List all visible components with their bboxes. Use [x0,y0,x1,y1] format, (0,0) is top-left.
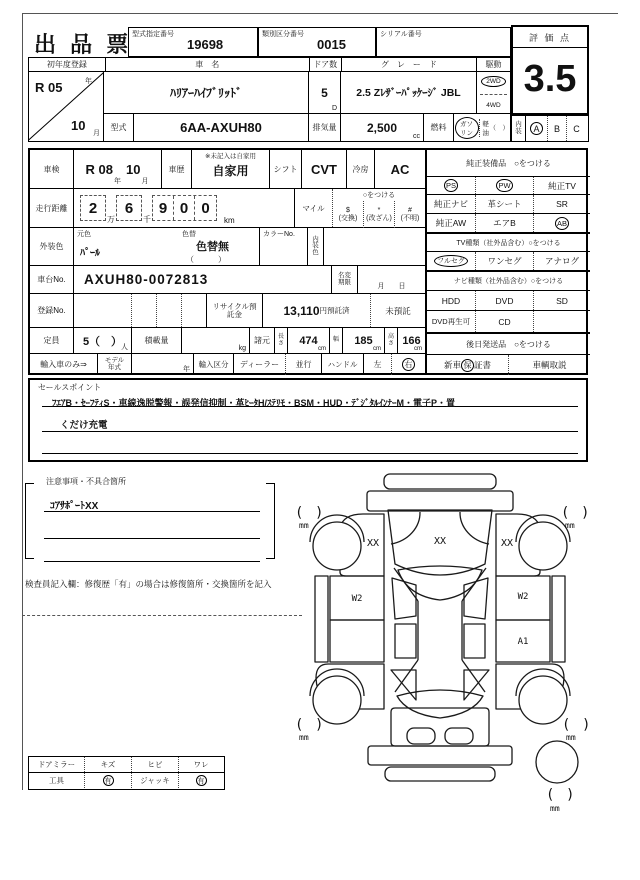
warranty-post: 証書 [474,360,492,370]
tv-type-header: TV種類（社外品含む）○をつける [427,232,590,251]
sales-points-box [28,378,588,462]
model-code-value: 6AA-AXUH80 [180,120,262,135]
recolor-label: 色替 [182,231,196,238]
fuel-diesel: 軽油 [479,119,489,137]
mileage-man-unit: 万 [107,215,115,224]
odo-flag-exchange: (交換) [338,214,358,222]
rocker-left [315,576,328,662]
chassis-value: AXUH80-0072813 [84,272,209,287]
notes-underline-1 [44,511,260,512]
first-reg-year: R 05 [35,80,63,95]
car-name-label: 車 名 [195,60,220,69]
displacement-value: 2,500 [366,120,398,135]
interior-grade-c: C [573,123,580,134]
front-bumper-top [384,474,496,489]
odo-flag-tampered-sym: * [377,206,381,214]
notes-underline-2 [44,538,260,539]
tread-bracket-front-right [561,505,589,530]
notes-label: 注意事項・不具合箇所 [46,477,126,486]
mileage-sen-unit: 千 [143,215,151,224]
shaken-year-unit: 年 [114,178,121,185]
displacement-unit: cc [413,133,420,140]
model-label: 型式 [110,123,127,132]
first-reg-month: 10 [71,118,86,133]
equip-airbag: エアB [493,218,516,228]
cool-value: AC [390,161,410,177]
front-window-right [464,578,488,619]
doors-value: 5 [321,85,328,100]
ext-color-label: 外装色 [39,242,64,251]
navi-dvd: DVD [495,295,514,306]
rear-door-left [330,620,384,662]
tailgate [391,708,489,746]
sales-line-1-text: ﾌｴｱB・ｾｰﾌﾃｨS・車線逸脱警報・誤発信抑制・革ﾋｰﾀH/ｽﾃﾘﾓ・BSM・HUD・ﾃﾞｼﾞﾀﾙｲﾝﾅｰM・電子P・置 [52,398,456,408]
detail-left [30,150,425,373]
mileage-label: 走行距離 [35,203,68,213]
shift-value: CVT [311,161,337,177]
damage-a1-right-rear-door: A1 [517,637,529,647]
odo-flag-unknown-sym: # [408,206,412,214]
orig-color-label: 元色 [77,231,91,238]
rear-wheel-right [519,676,567,724]
doors-unit: D [331,105,337,112]
cool-label: 冷房 [352,164,369,174]
page-title: 出 品 票 [34,32,133,57]
history-note: ※未記入は自家用 [205,153,256,160]
int-color-label: 内装色 [312,235,319,256]
spare-tread-bracket [546,787,574,813]
legend-jack-label: ジャッキ [140,776,170,785]
notes-bracket-right [266,483,275,559]
tv-oneseg: ワンセグ [487,256,522,266]
mileage-unit: km [224,216,235,225]
equip-navi: 純正ナビ [433,199,468,209]
tailgate-detail-left [407,728,435,744]
paren-open: ( [295,505,304,521]
interior-grade-a-selected: A [530,122,543,135]
equip-ab-selected: AB [556,218,567,228]
odometer-mark-note: ○をつける [362,192,396,199]
fuel-other-paren: （ ） [489,125,509,132]
load-unit: kg [238,345,246,352]
navi-empty-cell [534,311,590,332]
rocker-right [552,576,565,662]
odo-flag-tampered: (改ざん) [366,214,392,222]
width-label: 幅 [332,337,339,344]
equip-pw-selected: PW [498,181,511,190]
warranty-pre: 新車 [443,360,461,370]
namechange-label: 名変期限 [338,271,351,286]
shaken-year: R 08 [85,161,113,177]
mileage-digit-man: 2 [80,195,106,221]
paren-open: ( [295,717,304,733]
quarter-window-left [391,670,416,700]
model-year-unit: 年 [183,366,190,373]
mm-label: mm [299,521,309,530]
navi-dvd-play: DVD再生可 [431,317,471,326]
equip-ps-selected: PS [445,181,456,190]
score-value: 3.5 [523,58,577,100]
recycle-suffix: 円預託済 [319,306,350,315]
detail-table [28,148,588,375]
type-designation-value: 19698 [187,37,224,52]
mm-label: mm [566,733,576,742]
type-designation-box [128,27,258,57]
legend-tools-label: 工具 [49,776,64,785]
navi-sd: SD [556,295,568,306]
load-label: 積載量 [144,336,169,345]
sales-line-2 [42,407,578,432]
mm-label: mm [565,521,575,530]
paren-open: ( [562,717,571,733]
reg-no-sub1 [132,294,157,327]
navi-hdd: HDD [441,295,461,306]
notes-underline-3 [44,561,260,562]
load-value-empty [182,328,250,353]
damage-w2-right-door: W2 [517,592,529,602]
reg-no-sub2 [157,294,182,327]
mileage-digit-5: 0 [201,199,210,217]
rear-glass [397,690,483,718]
spare-measure-circle [536,741,578,783]
tv-analog: アナログ [544,256,579,266]
sales-line-1 [42,393,578,407]
damage-xx-hood: XX [433,536,447,547]
mm-label: mm [550,804,560,813]
equipment-panel [425,150,590,373]
fuel-label: 燃料 [430,123,447,132]
shaken-month-unit: 月 [141,178,149,185]
recycle-not-deposited: 未預託 [385,305,411,316]
rear-window-left [395,624,416,658]
interior-grade-row [511,115,589,142]
int-color-value-empty [324,228,425,265]
mileage-digit-3: 9 [153,196,174,220]
import-type-label: 輸入区分 [198,360,229,369]
legend-door-mirror: ドアミラー [37,760,76,769]
mileage-digit-4: 0 [174,196,195,220]
interior-grade-b: B [553,123,560,134]
capacity-label: 定員 [43,336,60,345]
grade-label: グ レ ー ド [380,60,437,69]
reg-no-value-empty [74,294,132,327]
shaken-month: 10 [126,161,141,177]
equip-leather: 革シート [487,199,522,209]
dims-label: 諸元 [254,336,270,345]
orig-color-value: ﾊﾟｰﾙ [80,248,100,259]
first-reg-cell [29,72,104,141]
width-unit: cm [373,346,381,352]
legend-scratch: キズ [100,760,116,769]
equip-tv: 純正TV [548,180,576,191]
class-code-box [258,27,376,57]
equip-sr: SR [556,199,568,209]
notes-bracket-left [25,483,34,559]
navi-cd: CD [498,316,511,327]
displacement-label: 排気量 [312,123,337,132]
recolor-paren: （ ） [186,255,226,264]
handle-right-selected: 右 [402,358,415,371]
tread-bracket-rear-right [562,717,590,742]
page-top-rule [22,13,618,14]
front-bumper [367,491,513,511]
notes-line1-text: ｺｱｻﾎﾟｰﾄXX [50,501,99,512]
damage-xx-left-fender: XX [366,538,380,549]
damage-w2-left-door: W2 [351,594,363,604]
vehicle-manual: 車輌取説 [532,360,567,370]
sales-line-2-text: くだけ充電 [60,420,108,431]
length-label: 長さ [277,334,284,347]
recolor-value: 色替無 [196,241,229,253]
mileage-digits-100 [152,195,217,221]
tailgate-detail-right [445,728,473,744]
section-dashed-rule [22,615,302,616]
rear-window-right [464,624,485,658]
paren-open: ( [546,787,555,803]
import-parallel: 並行 [295,360,312,369]
shift-label: シフト [273,164,298,174]
first-reg-year-unit: 年 [85,78,92,85]
first-reg-month-unit: 月 [93,130,100,137]
odo-flag-unknown: (不明) [400,214,420,222]
score-label: 評 価 点 [513,27,587,48]
chassis-label: 車台No. [37,275,66,284]
length-unit: cm [318,346,326,352]
drive-2wd-selected: 2WD [481,76,505,87]
car-damage-diagram [285,468,595,833]
model-year-label: モデル年式 [104,356,125,371]
score-box [511,25,589,115]
legend-break: ワレ [193,760,209,769]
rear-bumper [368,746,512,765]
page-left-rule [22,13,23,790]
handle-label: ハンドル [327,360,358,369]
type-designation-label: 型式指定番号 [132,31,174,38]
serial-label: シリアル番号 [380,31,422,38]
equipment-header: 純正装備品 ○をつける [466,158,551,168]
headlight-right [460,512,489,544]
vehicle-table [28,57,511,142]
reg-no-sub3 [182,294,207,327]
import-only-label: 輸入車のみ⇒ [40,360,87,369]
car-name-value: ﾊﾘｱｰﾊｲﾌﾞﾘｯﾄﾞ [169,86,242,100]
mm-label: mm [299,733,309,742]
namechange-units: 月 日 [377,283,406,290]
c-pillar-right [462,660,485,692]
equip-aw: 純正AW [435,218,467,228]
grade-value: 2.5 Zﾚｻﾞｰﾊﾟｯｹｰｼﾞ JBL [356,87,461,99]
drive-4wd: 4WD [486,102,501,110]
shaken-label: 車検 [43,164,60,174]
tv-fullseg-selected: フルセグ [434,255,468,267]
length-value: 474 [299,334,318,347]
quarter-window-right [464,670,489,700]
warranty-mark-selected: 保 [461,359,474,372]
mileage-digit-sen: 6 [116,195,142,221]
c-pillar-left [395,660,418,692]
color-no-label: カラーNo. [263,231,295,238]
paren-close: ) [315,717,324,733]
paren-close: ) [315,505,324,521]
handle-left: 左 [373,360,382,369]
class-code-value: 0015 [317,37,346,52]
reg-no-label: 登録No. [37,306,66,315]
front-window-left [392,578,416,619]
headlight-left [391,512,420,544]
doors-label: ドア数 [313,60,338,69]
drive-label: 駆動 [485,60,502,69]
tread-bracket-rear-left [295,717,323,742]
odo-flag-exchange-sym: $ [346,206,350,214]
front-wheel-left [313,522,361,570]
sales-points-label: セールスポイント [38,383,102,392]
interior-grade-label: 内装 [515,120,522,135]
paren-open: ( [561,505,570,521]
height-label: 高さ [387,334,394,347]
rear-bumper-lip [385,767,495,781]
inspector-note: 検査員記入欄：修復歴「有」の場合は修復箇所・交換箇所を記入 [25,579,272,589]
legend-tools-present: 有 [103,775,114,786]
damage-xx-right-fender: XX [500,538,514,549]
history-value: 自家用 [212,164,249,178]
recycle-label: リサイクル預託金 [212,301,257,319]
capacity-value: 5（ ） [82,335,123,348]
capacity-unit: 人 [121,344,128,351]
fuel-gasoline-selected: ガソリン [455,117,479,139]
front-wheel-right [519,522,567,570]
first-reg-label: 初年度登録 [46,60,87,69]
ship-later-header: 後日発送品 ○をつける [427,332,590,354]
recycle-value: 13,110 [283,303,320,318]
legend-table [28,756,225,790]
paren-close: ) [581,505,590,521]
paren-close: ) [582,717,591,733]
height-unit: cm [414,346,422,352]
odometer-mile: マイル [302,203,325,213]
import-dealer: ディーラー [239,360,280,369]
serial-box [376,27,511,57]
paren-close: ) [566,787,575,803]
legend-jack-present: 有 [196,775,207,786]
width-value: 185 [354,334,373,347]
tread-bracket-front-left [295,505,323,530]
navi-type-header: ナビ種類（社外品含む）○をつける [427,270,590,290]
history-label: 車歴 [168,164,185,174]
height-value: 166 [402,334,421,347]
sales-line-3 [42,432,578,454]
class-code-label: 類別区分番号 [262,31,304,38]
legend-crack: ヒビ [147,760,163,769]
